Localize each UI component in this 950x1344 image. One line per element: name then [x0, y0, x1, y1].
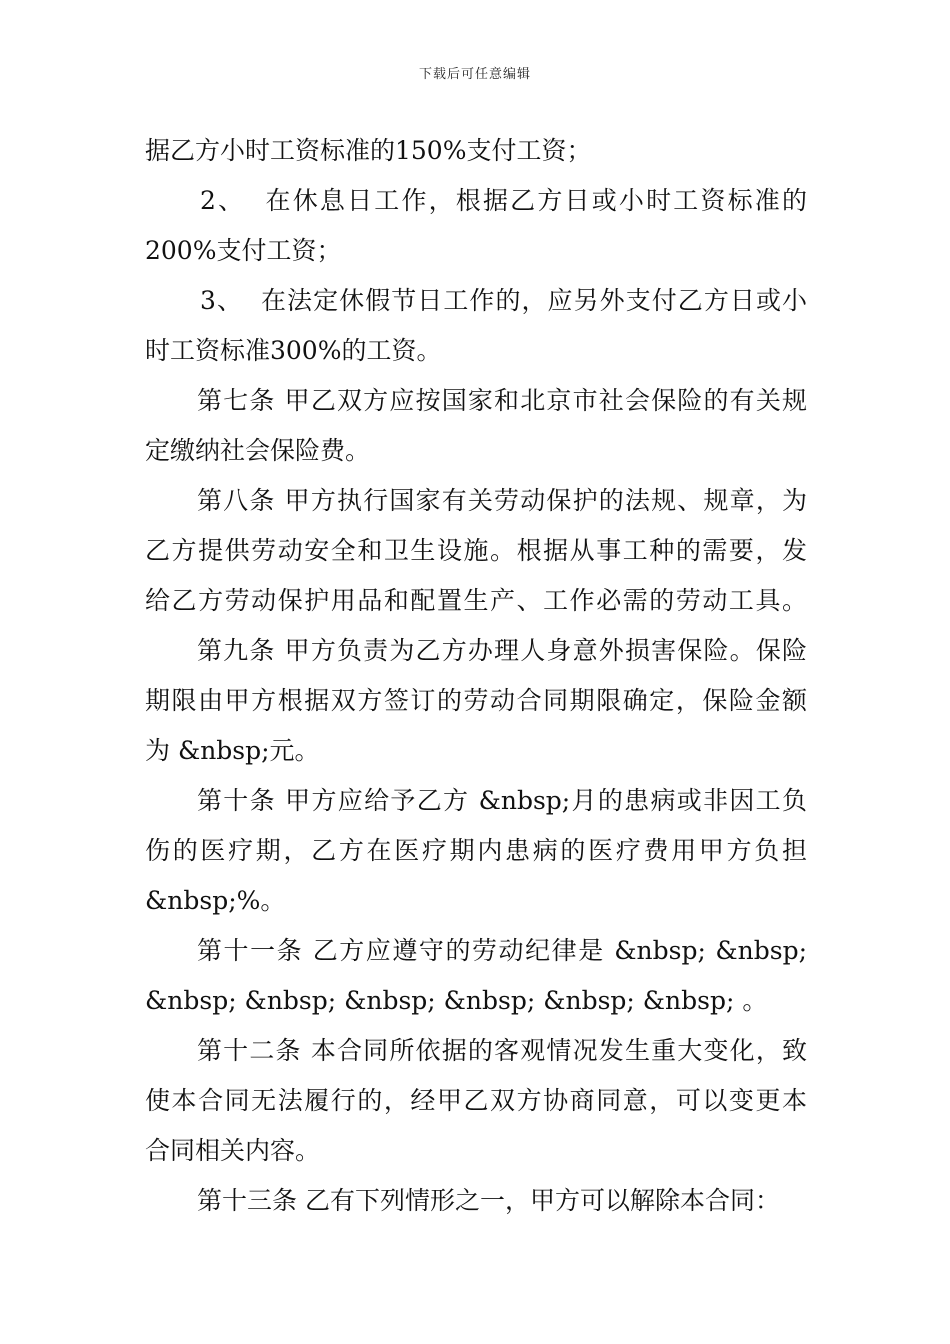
- text-line: 第十条 甲方应给予乙方 &nbsp;月的患病或非因工负: [197, 786, 807, 815]
- text-line: 给乙方劳动保护用品和配置生产、工作必需的劳动工具。: [145, 586, 807, 615]
- text-line: 期限由甲方根据双方签订的劳动合同期限确定，保险金额: [145, 686, 807, 715]
- text-line: 第九条 甲方负责为乙方办理人身意外损害保险。保险: [197, 636, 807, 665]
- text-line: 第八条 甲方执行国家有关劳动保护的法规、规章，为: [197, 486, 807, 515]
- text-line: 使本合同无法履行的，经甲乙双方协商同意，可以变更本: [145, 1086, 807, 1115]
- document-body: [145, 126, 807, 1226]
- text-line: 为 &nbsp;元。: [145, 736, 320, 765]
- text-line: 200%支付工资；: [145, 236, 342, 265]
- text-line: &nbsp;%。: [145, 886, 286, 915]
- text-line: 第十三条 乙有下列情形之一，甲方可以解除本合同：: [197, 1186, 780, 1215]
- text-line: 第十二条 本合同所依据的客观情况发生重大变化，致: [197, 1036, 807, 1065]
- text-line: 乙方提供劳动安全和卫生设施。根据从事工种的需要，发: [145, 536, 807, 565]
- text-line: 合同相关内容。: [145, 1136, 321, 1165]
- page-header: 下载后可任意编辑: [418, 67, 531, 82]
- text-line: 据乙方小时工资标准的150%支付工资；: [145, 136, 592, 165]
- text-line: 2、 在休息日工作，根据乙方日或小时工资标准的: [200, 186, 807, 215]
- text-line: 第十一条 乙方应遵守的劳动纪律是 &nbsp; &nbsp;: [197, 936, 807, 965]
- text-line: 定缴纳社会保险费。: [145, 436, 371, 465]
- text-line: 第七条 甲乙双方应按国家和北京市社会保险的有关规: [197, 386, 807, 415]
- text-line: 3、 在法定休假节日工作的，应另外支付乙方日或小: [200, 286, 807, 315]
- text-line: &nbsp; &nbsp; &nbsp; &nbsp; &nbsp; &nbsp; 。: [145, 986, 768, 1015]
- text-line: 伤的医疗期，乙方在医疗期内患病的医疗费用甲方负担: [145, 836, 807, 865]
- text-line: 时工资标准300%的工资。: [145, 336, 442, 365]
